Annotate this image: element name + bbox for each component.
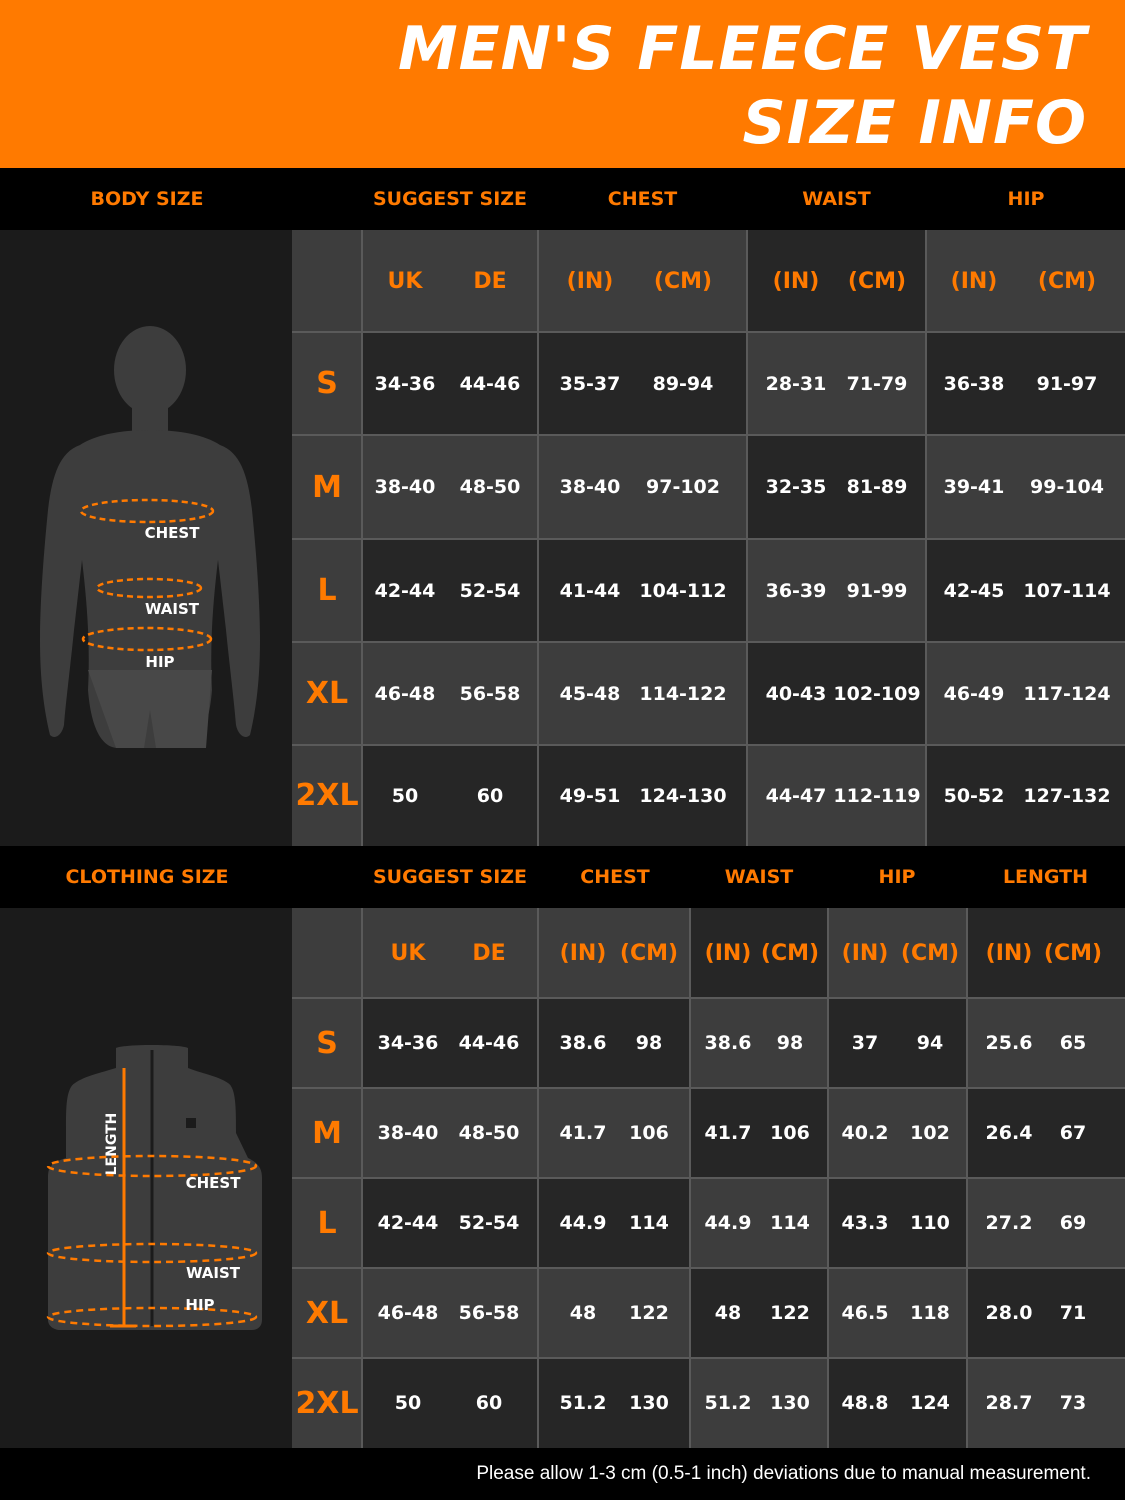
- clothing-value-cell: 28.7: [985, 1392, 1033, 1414]
- clothing-value-cell: 69: [1059, 1212, 1087, 1234]
- clothing-value-cell: 122: [629, 1302, 669, 1324]
- body-value-cell: 46-48: [374, 682, 436, 705]
- body-subheader: (CM): [653, 268, 713, 294]
- clothing-size-header: [0, 846, 1125, 908]
- size-label: XL: [305, 676, 349, 711]
- clothing-value-cell: 98: [635, 1032, 663, 1054]
- clothing-value-cell: 106: [770, 1122, 810, 1144]
- title-line-1: MEN'S FLEECE VEST: [397, 14, 1087, 84]
- clothing-value-cell: 28.0: [985, 1302, 1033, 1324]
- size-label: XL: [305, 1295, 349, 1331]
- grid-divider: [292, 744, 1125, 746]
- body-size-row-2XL: [292, 745, 1125, 846]
- size-label: S: [316, 1025, 338, 1061]
- clothing-subheader: DE: [472, 940, 506, 966]
- size-label: L: [317, 573, 337, 608]
- body-size-row-S: [292, 332, 1125, 435]
- size-label: M: [312, 469, 342, 505]
- grid-divider: [292, 1087, 1125, 1089]
- clothing-value-cell: 130: [770, 1392, 810, 1414]
- clothing-value-cell: 40.2: [841, 1122, 889, 1144]
- clothing-size-row-S: [292, 998, 1125, 1088]
- body-value-cell: 39-41: [943, 476, 1005, 498]
- clothing-value-cell: 102: [910, 1122, 950, 1144]
- clothing-value-cell: 110: [910, 1212, 950, 1234]
- body-value-cell: 91-97: [1036, 372, 1098, 395]
- grid-divider: [292, 331, 1125, 333]
- clothing-value-cell: 44-46: [458, 1032, 520, 1054]
- clothing-value-cell: 44.9: [559, 1212, 607, 1234]
- clothing-subheader: (IN): [985, 940, 1033, 966]
- clothing-value-cell: 94: [916, 1032, 944, 1054]
- body-hip-label: HIP: [145, 653, 175, 671]
- size-label: L: [317, 1205, 337, 1241]
- clothing-value-cell: 118: [910, 1302, 950, 1324]
- clothing-subheader-row: [292, 908, 1125, 998]
- clothing-value-cell: 44.9: [704, 1212, 752, 1234]
- clothing-value-cell: 46-48: [377, 1302, 439, 1324]
- body-chest-heading: CHEST: [607, 188, 678, 210]
- body-value-cell: 89-94: [652, 372, 714, 395]
- clothing-value-cell: 52-54: [458, 1212, 520, 1234]
- body-value-cell: 102-109: [833, 682, 921, 705]
- clothing-value-cell: 38.6: [704, 1032, 752, 1054]
- body-value-cell: 36-38: [943, 372, 1005, 395]
- body-value-cell: 81-89: [846, 476, 908, 498]
- body-value-cell: 32-35: [765, 476, 827, 498]
- body-subheader: (CM): [847, 268, 907, 294]
- body-hip-heading: HIP: [1007, 188, 1045, 210]
- size-label: S: [316, 366, 338, 401]
- footer-note: Please allow 1-3 cm (0.5-1 inch) deviations due to manual measurement.: [476, 1463, 1091, 1484]
- cell-background: [292, 908, 362, 998]
- clothing-value-cell: 124: [910, 1392, 950, 1414]
- clothing-value-cell: 38-40: [377, 1122, 439, 1144]
- body-value-cell: 42-44: [374, 579, 436, 602]
- clothing-value-cell: 114: [629, 1212, 669, 1234]
- clothing-value-cell: 51.2: [559, 1392, 607, 1414]
- grid-divider: [292, 1177, 1125, 1179]
- clothing-length-heading: LENGTH: [1002, 866, 1089, 888]
- clothing-value-cell: 65: [1059, 1032, 1087, 1054]
- body-value-cell: 71-79: [846, 372, 908, 395]
- body-size-row-XL: [292, 642, 1125, 745]
- body-waist-label: WAIST: [144, 600, 200, 618]
- body-value-cell: 35-37: [559, 372, 621, 395]
- body-value-cell: 107-114: [1023, 579, 1111, 602]
- body-value-cell: 44-46: [459, 372, 521, 395]
- clothing-value-cell: 48: [714, 1302, 742, 1324]
- clothing-size-table: [292, 908, 1125, 1448]
- grid-divider: [292, 434, 1125, 436]
- clothing-value-cell: 37: [851, 1032, 879, 1054]
- body-value-cell: 41-44: [559, 579, 621, 602]
- body-value-cell: 50: [391, 784, 419, 807]
- clothing-size-row-M: [292, 1088, 1125, 1178]
- body-size-row-L: [292, 539, 1125, 642]
- clothing-subheader: (IN): [704, 940, 752, 966]
- clothing-subheader: (IN): [559, 940, 607, 966]
- clothing-value-cell: 41.7: [704, 1122, 752, 1144]
- clothing-value-cell: 71: [1059, 1302, 1087, 1324]
- body-value-cell: 38-40: [374, 476, 436, 498]
- clothing-value-cell: 26.4: [985, 1122, 1033, 1144]
- body-value-cell: 45-48: [559, 682, 621, 705]
- body-subheader: (IN): [950, 268, 998, 294]
- body-value-cell: 46-49: [943, 682, 1005, 705]
- body-value-cell: 97-102: [646, 476, 720, 498]
- footer: [0, 1448, 1125, 1500]
- body-value-cell: 127-132: [1023, 784, 1111, 807]
- body-value-cell: 112-119: [833, 784, 921, 807]
- title-line-2: SIZE INFO: [742, 88, 1087, 158]
- body-value-cell: 104-112: [639, 579, 727, 602]
- clothing-subheader: (CM): [1043, 940, 1103, 966]
- vest-hip-label: HIP: [185, 1296, 215, 1314]
- body-value-cell: 48-50: [459, 476, 521, 498]
- clothing-value-cell: 48.8: [841, 1392, 889, 1414]
- clothing-chest-heading: CHEST: [580, 866, 650, 888]
- grid-divider: [292, 1267, 1125, 1269]
- clothing-value-cell: 43.3: [841, 1212, 889, 1234]
- title-banner: [0, 0, 1125, 168]
- clothing-size-row-2XL: [292, 1358, 1125, 1448]
- clothing-hip-heading: HIP: [878, 866, 916, 888]
- clothing-value-cell: 41.7: [559, 1122, 607, 1144]
- body-value-cell: 117-124: [1023, 682, 1111, 705]
- clothing-value-cell: 130: [629, 1392, 669, 1414]
- body-value-cell: 124-130: [639, 784, 727, 807]
- body-value-cell: 52-54: [459, 579, 521, 602]
- clothing-value-cell: 27.2: [985, 1212, 1033, 1234]
- body-value-cell: 50-52: [943, 784, 1005, 807]
- vest-length-label: LENGTH: [104, 1112, 120, 1176]
- clothing-value-cell: 114: [770, 1212, 810, 1234]
- clothing-value-cell: 51.2: [704, 1392, 752, 1414]
- body-size-heading: BODY SIZE: [90, 188, 204, 210]
- vest-figure-panel: [0, 908, 292, 1448]
- body-waist-heading: WAIST: [802, 188, 871, 210]
- body-size-header: [0, 168, 1125, 230]
- size-label: 2XL: [295, 778, 359, 813]
- grid-divider: [292, 997, 1125, 999]
- vest-waist-label: WAIST: [185, 1264, 241, 1282]
- grid-divider: [292, 538, 1125, 540]
- body-subheader: UK: [387, 268, 423, 294]
- clothing-subheader: (CM): [619, 940, 679, 966]
- clothing-subheader: (CM): [900, 940, 960, 966]
- vest-chest-label: CHEST: [185, 1174, 241, 1192]
- clothing-suggest-size-heading: SUGGEST SIZE: [372, 866, 528, 888]
- clothing-value-cell: 73: [1059, 1392, 1087, 1414]
- body-suggest-size-heading: SUGGEST SIZE: [372, 188, 528, 210]
- clothing-value-cell: 56-58: [458, 1302, 520, 1324]
- body-value-cell: 28-31: [765, 372, 827, 395]
- size-label: M: [312, 1115, 342, 1151]
- body-size-table: [292, 230, 1125, 846]
- body-subheader: DE: [473, 268, 507, 294]
- clothing-value-cell: 25.6: [985, 1032, 1033, 1054]
- body-value-cell: 38-40: [559, 476, 621, 498]
- body-value-cell: 40-43: [765, 682, 827, 705]
- cell-background: [292, 230, 362, 332]
- body-silhouette-icon: [0, 230, 292, 846]
- body-value-cell: 99-104: [1030, 476, 1104, 498]
- body-value-cell: 44-47: [765, 784, 827, 807]
- clothing-value-cell: 48-50: [458, 1122, 520, 1144]
- body-value-cell: 114-122: [639, 682, 727, 705]
- grid-divider: [292, 641, 1125, 643]
- clothing-size-row-L: [292, 1178, 1125, 1268]
- vest-icon: [0, 908, 292, 1448]
- body-subheader: (IN): [772, 268, 820, 294]
- body-value-cell: 49-51: [559, 784, 621, 807]
- body-value-cell: 34-36: [374, 372, 436, 395]
- clothing-value-cell: 42-44: [377, 1212, 439, 1234]
- clothing-subheader: (CM): [760, 940, 820, 966]
- body-value-cell: 60: [476, 784, 504, 807]
- clothing-value-cell: 60: [475, 1392, 503, 1414]
- body-figure-panel: [0, 230, 292, 846]
- clothing-size-heading: CLOTHING SIZE: [65, 866, 229, 888]
- body-value-cell: 42-45: [943, 579, 1005, 602]
- body-subheader: (IN): [566, 268, 614, 294]
- clothing-subheader: (IN): [841, 940, 889, 966]
- clothing-value-cell: 98: [776, 1032, 804, 1054]
- body-size-row-M: [292, 435, 1125, 539]
- clothing-subheader: UK: [390, 940, 426, 966]
- grid-divider: [292, 1357, 1125, 1359]
- body-subheader: (CM): [1037, 268, 1097, 294]
- clothing-value-cell: 38.6: [559, 1032, 607, 1054]
- body-value-cell: 91-99: [846, 579, 908, 602]
- clothing-value-cell: 46.5: [841, 1302, 889, 1324]
- clothing-value-cell: 122: [770, 1302, 810, 1324]
- clothing-waist-heading: WAIST: [724, 866, 794, 888]
- clothing-value-cell: 50: [394, 1392, 422, 1414]
- body-value-cell: 36-39: [765, 579, 827, 602]
- clothing-value-cell: 34-36: [377, 1032, 439, 1054]
- body-value-cell: 56-58: [459, 682, 521, 705]
- clothing-value-cell: 67: [1059, 1122, 1087, 1144]
- clothing-size-row-XL: [292, 1268, 1125, 1358]
- clothing-value-cell: 48: [569, 1302, 597, 1324]
- clothing-value-cell: 106: [629, 1122, 669, 1144]
- body-subheader-row: [292, 230, 1125, 332]
- size-label: 2XL: [295, 1385, 359, 1421]
- body-chest-label: CHEST: [144, 524, 200, 542]
